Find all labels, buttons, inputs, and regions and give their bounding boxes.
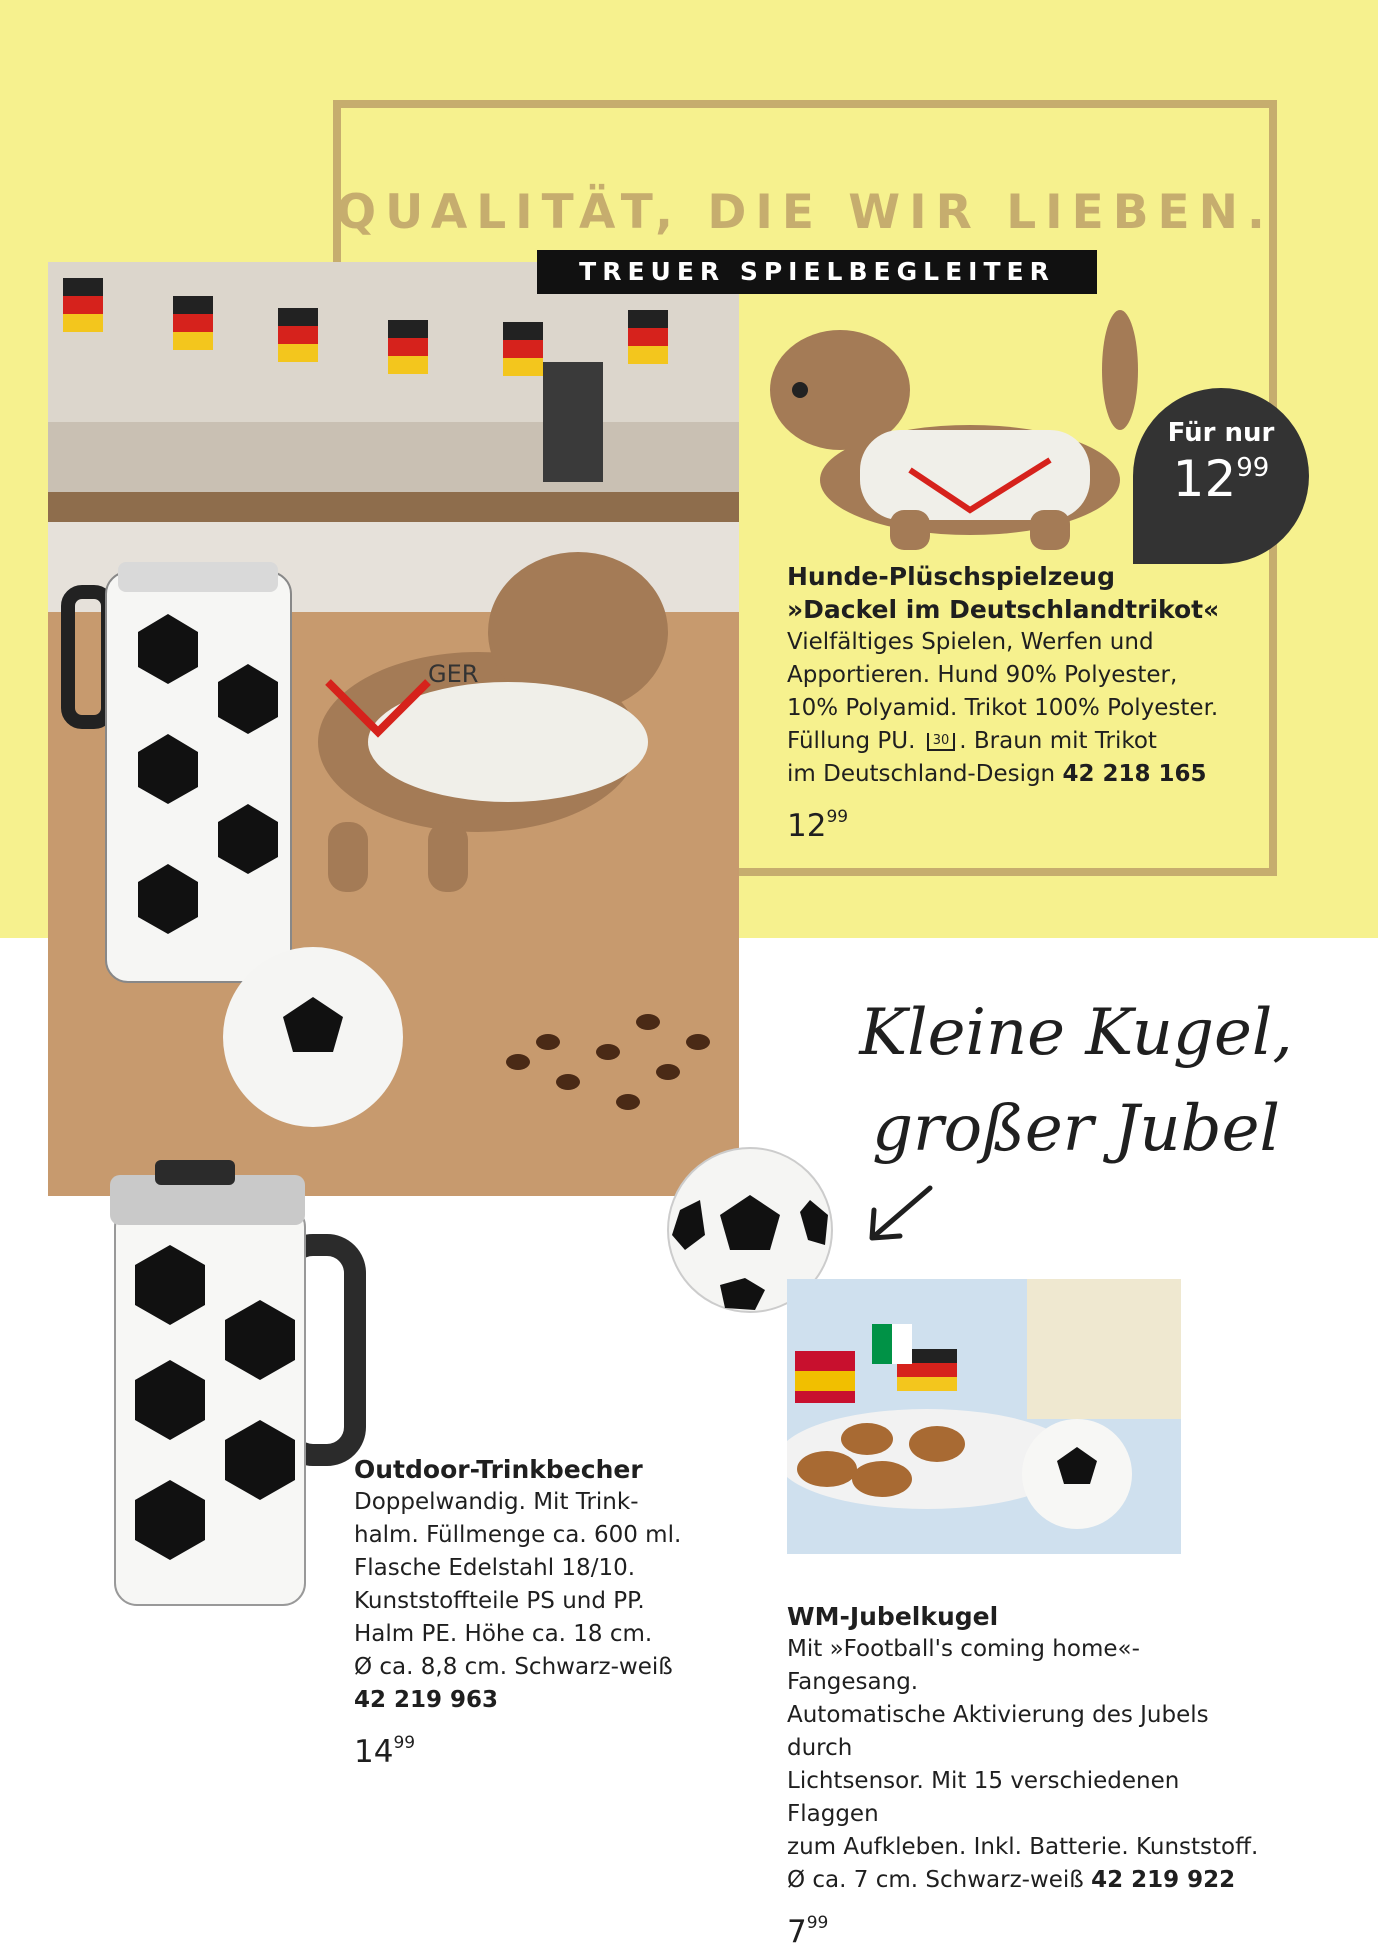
dog-product-name: Hunde-Plüschspielzeug: [787, 562, 1116, 591]
price-bubble: [1133, 388, 1309, 564]
lifestyle-photo: [48, 262, 739, 1196]
mug-desc-line: Halm PE. Höhe ca. 18 cm.: [354, 1621, 653, 1647]
script-line-1: Kleine Kugel,: [859, 996, 1293, 1070]
dog-desc-line: 10% Polyamid. Trikot 100% Polyester.: [787, 695, 1219, 721]
mug-desc-line: Doppelwandig. Mit Trink-: [354, 1489, 639, 1515]
party-photo: [787, 1279, 1181, 1554]
mug-desc-line: Ø ca. 8,8 cm. Schwarz-weiß: [354, 1654, 673, 1680]
dog-desc-line: Apportieren. Hund 90% Polyester,: [787, 662, 1178, 688]
mug-product-image: [95, 1155, 385, 1615]
wash-symbol-icon: 30: [927, 733, 956, 751]
dog-article-number: 42 218 165: [1062, 761, 1207, 787]
mug-price: $14^{99}$: [354, 1733, 416, 1770]
ball-product-info: [787, 1600, 1267, 1949]
mug-desc-line: Kunststoffteile PS und PP.: [354, 1588, 645, 1614]
dog-desc-line: im Deutschland-Design 42 218 165: [787, 761, 1207, 787]
script-headline: [856, 985, 1296, 1177]
dog-desc-line: Vielfältiges Spielen, Werfen und: [787, 629, 1154, 655]
mug-desc-line: Flasche Edelstahl 18/10.: [354, 1555, 636, 1581]
ribbon-label: TREUER SPIELBEGLEITER: [537, 250, 1097, 294]
dog-product-name-2: »Dackel im Deutschlandtrikot«: [787, 595, 1220, 624]
mug-product-name: Outdoor-Trinkbecher: [354, 1455, 643, 1484]
ball-price: $7^{99}$: [787, 1913, 829, 1950]
price-bubble-amount: $12^{99}$: [1172, 450, 1270, 508]
ball-product-name: WM-Jubelkugel: [787, 1602, 999, 1631]
ball-desc-line: Mit »Football's coming home«-Fangesang.: [787, 1636, 1140, 1695]
dog-product-image: [760, 310, 1140, 550]
arrow-icon: [860, 1180, 940, 1250]
ball-desc-line: Ø ca. 7 cm. Schwarz-weiß 42 219 922: [787, 1867, 1236, 1893]
ball-desc-line: Automatische Aktivierung des Jubels durch: [787, 1702, 1209, 1761]
mug-desc-line: halm. Füllmenge ca. 600 ml.: [354, 1522, 682, 1548]
price-bubble-lead: Für nur: [1167, 418, 1275, 448]
script-line-2: großer Jubel: [872, 1092, 1280, 1166]
dog-price: $12^{99}$: [787, 807, 849, 844]
ball-desc-line: Lichtsensor. Mit 15 verschiedenen Flaggen: [787, 1768, 1180, 1827]
mug-article-number: 42 219 963: [354, 1687, 499, 1713]
ball-desc-line: zum Aufkleben. Inkl. Batterie. Kunststoff.: [787, 1834, 1259, 1860]
dog-product-info: [787, 560, 1257, 843]
page-headline: QUALITÄT, DIE WIR LIEBEN.: [336, 185, 1274, 240]
ball-article-number: 42 219 922: [1091, 1867, 1236, 1893]
dog-desc-line: Füllung PU. 30 . Braun mit Trikot: [787, 728, 1157, 754]
jersey-text: GER: [428, 660, 479, 688]
mug-product-info: [354, 1453, 684, 1769]
